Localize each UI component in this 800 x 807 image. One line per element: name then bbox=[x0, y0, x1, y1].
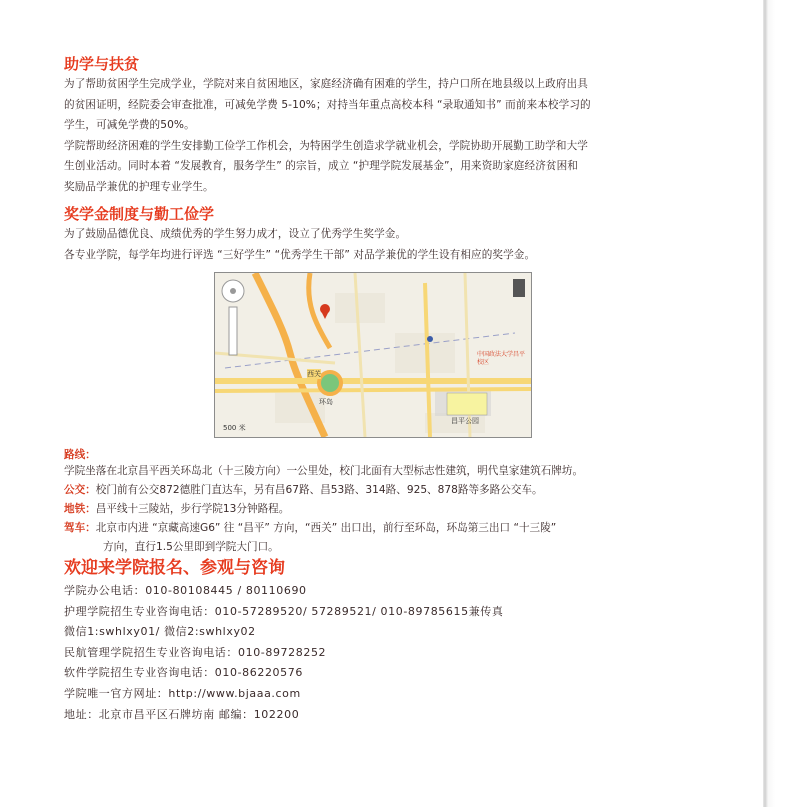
welcome-heading: 欢迎来学院报名、参观与咨询 bbox=[64, 558, 285, 578]
route-title: 路线： bbox=[64, 449, 96, 461]
office-phone: 学院办公电话：010-80108445 / 80110690 bbox=[64, 584, 307, 597]
map-label-school: 中国政法大学昌平校区 bbox=[477, 351, 526, 366]
aid-para1-line2: 的贫困证明，经院委会审查批准，可减免学费 5-10%；对持当年重点高校本科 “录取通知书” 而前来本校学习的 bbox=[64, 98, 591, 111]
map-label-park: 昌平公园 bbox=[451, 417, 479, 425]
aid-para1-line1: 为了帮助贫困学生完成学业，学院对来自贫困地区，家庭经济确有困难的学生，持户口所在地县级以上政府出具 bbox=[64, 78, 588, 90]
route-subway-row bbox=[64, 500, 764, 519]
drive-text1: 北京市内进 “京藏高速G6” 往 “昌平” 方向，“西关” 出口出，前行至环岛，环岛第三出口 “十三陵” bbox=[95, 522, 557, 534]
map-label-ring: 环岛 bbox=[319, 398, 333, 406]
bus-label: 公交： bbox=[64, 484, 96, 496]
scholarship-line2: 各专业学院，每学年均进行评选 “三好学生” “优秀学生干部” 对品学兼优的学生设有相应的奖学金。 bbox=[64, 248, 536, 261]
drive-text2: 方向，直行1.5公里即到学院大门口。 bbox=[103, 541, 279, 553]
aid-para2-line2: 生创业活动。同时本着 “发展教育，服务学生” 的宗旨，成立 “护理学院发展基金”，用来资助家庭经济贫困和 bbox=[64, 160, 578, 172]
route-bus-row bbox=[64, 481, 764, 500]
aid-section bbox=[64, 54, 764, 197]
subway-label: 地铁： bbox=[64, 503, 96, 515]
aid-para1-line3: 学生，可减免学费的50%。 bbox=[64, 119, 195, 131]
location-map[interactable] bbox=[214, 272, 532, 438]
aviation-phone: 民航管理学院招生专业咨询电话：010-89728252 bbox=[64, 645, 327, 659]
scholarship-line1: 为了鼓励品德优良、成绩优秀的学生努力成才，设立了优秀学生奖学金。 bbox=[64, 228, 407, 240]
subway-text: 昌平线十三陵站，步行学院13分钟路程。 bbox=[95, 503, 290, 515]
scholarship-heading: 奖学金制度与勤工俭学 bbox=[64, 205, 215, 223]
drive-label: 驾车： bbox=[64, 522, 96, 534]
map-scale: 500 米 bbox=[223, 424, 246, 432]
aid-para2-line1: 学院帮助经济困难的学生安排勤工俭学工作机会，为特困学生创造求学就业机会，学院协助开展勤工助学和大学 bbox=[64, 139, 588, 152]
route-drive-row bbox=[64, 519, 764, 538]
nursing-phone: 护理学院招生专业咨询电话：010-57289520/ 57289521/ 010-89785615兼传真 bbox=[64, 604, 504, 618]
contact-list bbox=[64, 581, 764, 725]
scholarship-section bbox=[64, 204, 764, 265]
bus-text: 校门前有公交872德胜门直达车，另有昌67路、昌53路、314路、925、878路等多路公交车。 bbox=[95, 484, 543, 496]
welcome-section bbox=[64, 557, 764, 579]
route-location: 学院坐落在北京昌平西关环岛北（十三陵方向）一公里处，校门北面有大型标志性建筑，明代皇家建筑石牌坊。 bbox=[64, 465, 584, 477]
aid-para2-line3: 奖励品学兼优的护理专业学生。 bbox=[64, 180, 214, 193]
address: 地址：北京市昌平区石牌坊南 邮编：102200 bbox=[64, 707, 300, 721]
scanned-page-edge bbox=[763, 0, 800, 807]
wechat-ids: 微信1:swhlxy01/ 微信2:swhlxy02 bbox=[64, 625, 256, 639]
map-label-west: 西关 bbox=[307, 370, 321, 378]
software-phone: 软件学院招生专业咨询电话：010-86220576 bbox=[64, 666, 303, 680]
aid-heading: 助学与扶贫 bbox=[64, 55, 140, 73]
official-website: 学院唯一官方网址：http://www.bjaaa.com bbox=[64, 686, 301, 700]
